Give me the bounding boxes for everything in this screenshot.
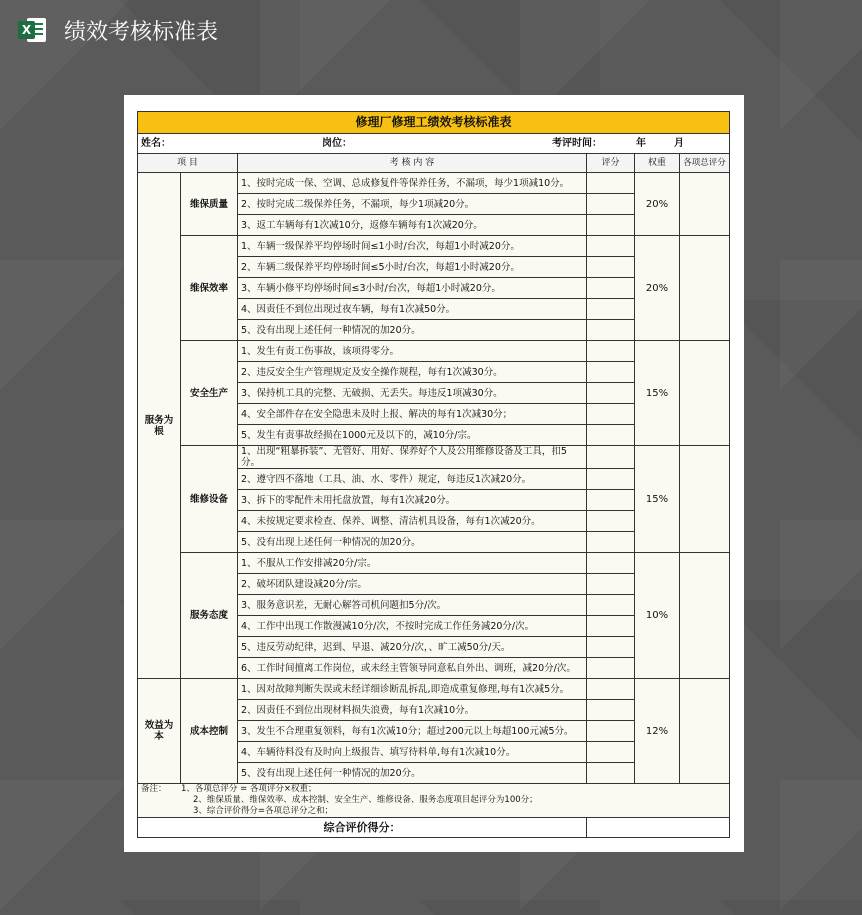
score-cell[interactable] [587, 215, 635, 236]
criteria-cell[interactable]: 3、车辆小修平均停场时间≤3小时/台次，每超1小时减20分。 [238, 278, 587, 299]
score-cell[interactable] [587, 658, 635, 679]
table-row [138, 446, 730, 469]
total-value-cell[interactable] [587, 818, 730, 838]
name-label[interactable]: 姓名： [141, 138, 171, 149]
score-cell[interactable] [587, 595, 635, 616]
criteria-cell[interactable]: 3、发生不合理重复领料，每有1次减10分；超过200元以上每超100元减5分。 [238, 721, 587, 742]
category-cell[interactable]: 效益为本 [138, 679, 181, 784]
weight-cell[interactable]: 20% [635, 236, 680, 341]
document-page [124, 95, 744, 852]
criteria-cell[interactable]: 2、破坏团队建设减20分/宗。 [238, 574, 587, 595]
criteria-cell[interactable]: 4、车辆待料没有及时向上级报告、填写待料单,每有1次减10分。 [238, 742, 587, 763]
criteria-cell[interactable]: 1、因对故障判断失误或未经详细诊断乱拆乱,即造成重复修理,每有1次减5分。 [238, 679, 587, 700]
score-cell[interactable] [587, 574, 635, 595]
score-cell[interactable] [587, 637, 635, 658]
header-row [138, 154, 730, 173]
criteria-cell[interactable]: 5、没有出现上述任何一种情况的加20分。 [238, 532, 587, 553]
score-cell[interactable] [587, 616, 635, 637]
weight-cell[interactable]: 15% [635, 446, 680, 553]
score-cell[interactable] [587, 236, 635, 257]
criteria-cell[interactable]: 1、不服从工作安排减20分/宗。 [238, 553, 587, 574]
score-cell[interactable] [587, 404, 635, 425]
criteria-cell[interactable]: 3、返工车辆每有1次减10分，返修车辆每有1次减20分。 [238, 215, 587, 236]
table-row [138, 236, 730, 257]
weight-cell[interactable]: 10% [635, 553, 680, 679]
criteria-cell[interactable]: 3、拆下的零配件未用托盘放置，每有1次减20分。 [238, 490, 587, 511]
app-title: 绩效考核标准表 [64, 19, 219, 45]
header-weight[interactable]: 权重 [635, 154, 680, 173]
month-label[interactable]: 月 [674, 138, 684, 149]
item-total-cell[interactable] [680, 679, 730, 784]
score-cell[interactable] [587, 257, 635, 278]
item-total-cell[interactable] [680, 341, 730, 446]
score-cell[interactable] [587, 532, 635, 553]
score-cell[interactable] [587, 278, 635, 299]
score-cell[interactable] [587, 679, 635, 700]
info-row [138, 134, 730, 154]
criteria-cell[interactable]: 5、没有出现上述任何一种情况的加20分。 [238, 320, 587, 341]
score-cell[interactable] [587, 173, 635, 194]
notes-label: 备注： [141, 784, 167, 794]
criteria-cell[interactable]: 4、工作中出现工作散漫减10分/次，不按时完成工作任务减20分/次。 [238, 616, 587, 637]
header-project[interactable]: 项 目 [138, 154, 238, 173]
weight-cell[interactable]: 15% [635, 341, 680, 446]
sheet-title[interactable]: 修理厂修理工绩效考核标准表 [138, 112, 730, 134]
criteria-cell[interactable]: 5、违反劳动纪律，迟到、早退、减20分/次，、旷工减50分/天。 [238, 637, 587, 658]
group-name-cell[interactable]: 维保效率 [181, 236, 238, 341]
criteria-cell[interactable]: 4、未按规定要求检查、保养、调整、清洁机具设备，每有1次减20分。 [238, 511, 587, 532]
category-cell[interactable]: 服务为根 [138, 173, 181, 679]
score-cell[interactable] [587, 469, 635, 490]
year-label[interactable]: 年 [636, 138, 646, 149]
assessment-table [137, 111, 730, 838]
criteria-cell[interactable]: 1、发生有责工伤事故，该项得零分。 [238, 341, 587, 362]
weight-cell[interactable]: 20% [635, 173, 680, 236]
score-cell[interactable] [587, 511, 635, 532]
criteria-cell[interactable]: 2、违反安全生产管理规定及安全操作规程，每有1次减30分。 [238, 362, 587, 383]
group-name-cell[interactable]: 成本控制 [181, 679, 238, 784]
item-total-cell[interactable] [680, 173, 730, 236]
score-cell[interactable] [587, 742, 635, 763]
note-line-2: 2、维保质量、维保效率、成本控制、安全生产、维修设备、服务态度项目起评分为100分； [193, 795, 538, 805]
table-row [138, 679, 730, 700]
criteria-cell[interactable]: 2、遵守四不落地（工具、油、水、零件）规定，每违反1次减20分。 [238, 469, 587, 490]
score-cell[interactable] [587, 763, 635, 784]
header-item-total[interactable]: 各项总评分 [680, 154, 730, 173]
criteria-cell[interactable]: 2、按时完成二级保养任务，不漏项，每少1项减20分。 [238, 194, 587, 215]
score-cell[interactable] [587, 194, 635, 215]
score-cell[interactable] [587, 446, 635, 469]
criteria-cell[interactable]: 1、出现“粗暴拆装”、无管好、用好、保养好个人及公用维修设备及工具，扣5分。 [238, 446, 587, 469]
criteria-cell[interactable]: 6、工作时间擅离工作岗位，或未经主管领导同意私自外出、调班，减20分/次。 [238, 658, 587, 679]
criteria-cell[interactable]: 2、因责任不到位出现材料损失浪费，每有1次减10分。 [238, 700, 587, 721]
criteria-cell[interactable]: 1、按时完成一保、空调、总成修复件等保养任务，不漏项，每少1项减10分。 [238, 173, 587, 194]
note-line-3: 3、综合评价得分=各项总评分之和； [193, 806, 334, 816]
title-bar [0, 0, 862, 60]
score-cell[interactable] [587, 383, 635, 404]
criteria-cell[interactable]: 5、没有出现上述任何一种情况的加20分。 [238, 763, 587, 784]
score-cell[interactable] [587, 553, 635, 574]
total-row [138, 818, 730, 838]
score-cell[interactable] [587, 700, 635, 721]
score-cell[interactable] [587, 721, 635, 742]
notes-cell[interactable] [138, 784, 730, 818]
header-score[interactable]: 评分 [587, 154, 635, 173]
time-label[interactable]: 考评时间： [552, 138, 602, 149]
group-name-cell[interactable]: 安全生产 [181, 341, 238, 446]
total-label[interactable]: 综合评价得分： [138, 818, 587, 838]
group-name-cell[interactable]: 维保质量 [181, 173, 238, 236]
item-total-cell[interactable] [680, 236, 730, 341]
criteria-cell[interactable]: 3、服务意识差，无耐心解答司机问题扣5分/次。 [238, 595, 587, 616]
score-cell[interactable] [587, 490, 635, 511]
item-total-cell[interactable] [680, 553, 730, 679]
item-total-cell[interactable] [680, 446, 730, 553]
weight-cell[interactable]: 12% [635, 679, 680, 784]
criteria-cell[interactable]: 2、车辆二级保养平均停场时间≤5小时/台次，每超1小时减20分。 [238, 257, 587, 278]
post-label[interactable]: 岗位： [322, 138, 352, 149]
criteria-cell[interactable]: 4、因责任不到位出现过夜车辆，每有1次减50分。 [238, 299, 587, 320]
criteria-cell[interactable]: 5、发生有责事故经损在1000元及以下的，减10分/宗。 [238, 425, 587, 446]
criteria-cell[interactable]: 1、车辆一级保养平均停场时间≤1小时/台次，每超1小时减20分。 [238, 236, 587, 257]
table-row [138, 553, 730, 574]
score-cell[interactable] [587, 299, 635, 320]
header-content[interactable]: 考 核 内 容 [238, 154, 587, 173]
notes-row [138, 784, 730, 818]
score-cell[interactable] [587, 425, 635, 446]
score-cell[interactable] [587, 362, 635, 383]
table-row [138, 341, 730, 362]
score-cell[interactable] [587, 320, 635, 341]
note-line-1: 1、各项总评分 = 各项评分×权重； [181, 784, 317, 794]
excel-icon: X [18, 15, 48, 45]
criteria-cell[interactable]: 4、安全部件存在安全隐患未及时上报、解决的每有1次减30分； [238, 404, 587, 425]
table-row [138, 173, 730, 194]
criteria-cell[interactable]: 3、保持机工具的完整、无破损、无丢失。每违反1项减30分。 [238, 383, 587, 404]
score-cell[interactable] [587, 341, 635, 362]
group-name-cell[interactable]: 服务态度 [181, 553, 238, 679]
group-name-cell[interactable]: 维修设备 [181, 446, 238, 553]
